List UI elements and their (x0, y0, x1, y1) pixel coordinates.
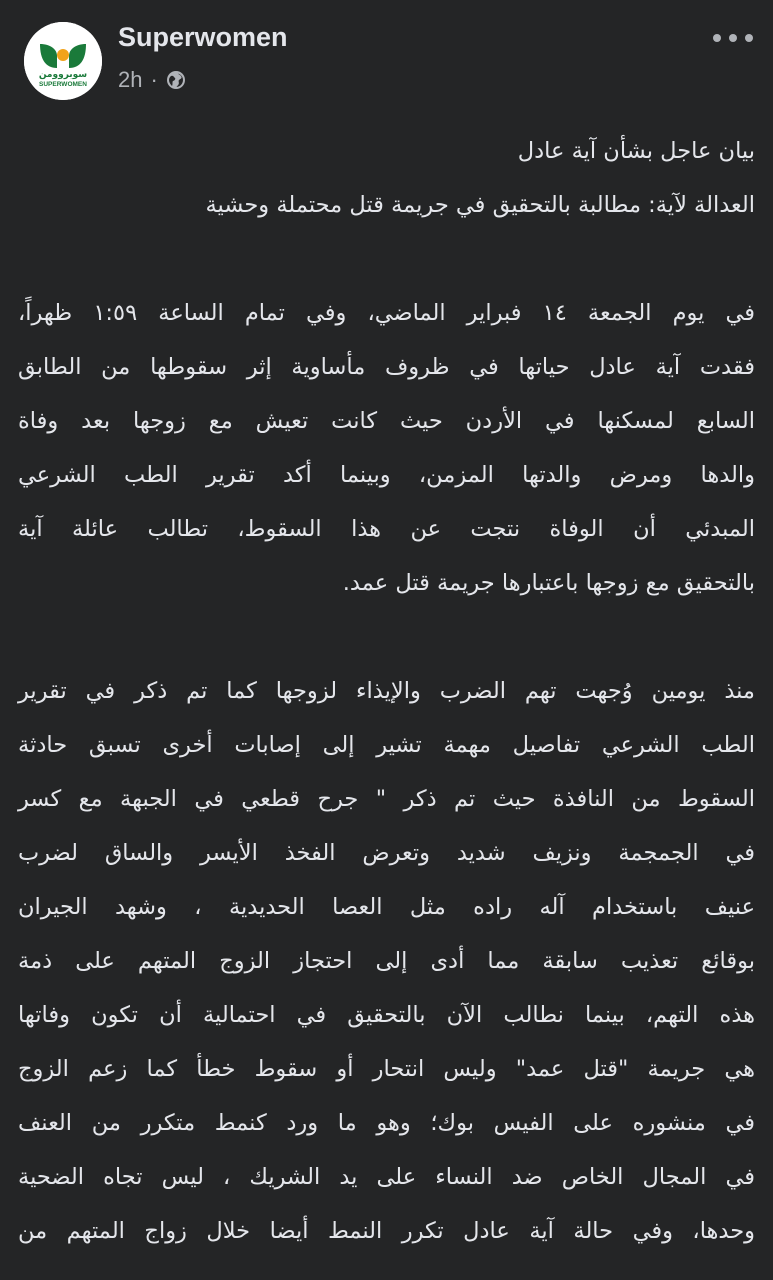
post-line: وحدها، وفي حالة آية عادل تكرر النمط أيضا خلال زواج المتهم من (18, 1218, 755, 1244)
page-name-link[interactable]: Superwomen (118, 22, 288, 52)
page-avatar[interactable] (24, 22, 102, 100)
more-dot-icon (729, 34, 737, 42)
svg-text:SUPERWOMEN: SUPERWOMEN (39, 81, 87, 88)
post-timestamp[interactable]: 2h (118, 67, 143, 92)
post-line: بيان عاجل بشأن آية عادل (517, 138, 755, 164)
more-dot-icon (745, 34, 753, 42)
post-line: بالتحقيق مع زوجها باعتبارها جريمة قتل عمد. (342, 570, 755, 596)
post-line: هي جريمة "قتل عمد" وليس انتحار أو سقوط خطأ كما زعم الزوج (18, 1056, 755, 1082)
paragraph-gap (18, 610, 755, 664)
globe-icon[interactable] (166, 70, 186, 90)
more-options-button[interactable] (713, 26, 753, 50)
post-line: العدالة لآية: مطالبة بالتحقيق في جريمة قتل محتملة وحشية (205, 192, 755, 218)
superwomen-logo-icon (24, 22, 102, 100)
post-line: منذ يومين وُجهت تهم الضرب والإيذاء لزوجها كما تم ذكر في تقرير (18, 678, 755, 704)
post-line: الطب الشرعي تفاصيل مهمة تشير إلى إصابات أخرى تسبق حادثة (18, 732, 755, 758)
post-text (18, 124, 755, 1258)
post-line: عنيف باستخدام آله راده مثل العصا الحديدية ، وشهد الجيران (18, 894, 755, 920)
post-line: في يوم الجمعة ١٤ فبراير الماضي، وفي تمام الساعة ١:٥٩ ظهراً، (18, 300, 755, 326)
post-line: السابع لمسكنها في الأردن حيث كانت تعيش مع زوجها بعد وفاة (18, 408, 755, 434)
post-line: المبدئي أن الوفاة نتجت عن هذا السقوط، تطالب عائلة آية (18, 516, 755, 542)
post-line: فقدت آية عادل حياتها في ظروف مأساوية إثر سقوطها من الطابق (18, 354, 755, 380)
post-line: بوقائع تعذيب سابقة مما أدى إلى احتجاز الزوج المتهم على ذمة (18, 948, 755, 974)
paragraph-gap (18, 232, 755, 286)
post-meta (118, 64, 186, 96)
more-dot-icon (713, 34, 721, 42)
post-line: في الجمجمة ونزيف شديد وتعرض الفخذ الأيسر والساق لضرب (18, 840, 755, 866)
meta-separator: · (150, 67, 158, 92)
post-line: السقوط من النافذة حيث تم ذكر " جرح قطعي في الجبهة مع كسر (18, 786, 755, 812)
post-line: في منشوره على الفيس بوك؛ وهو ما ورد كنمط متكرر من العنف (18, 1110, 755, 1136)
post-line: في المجال الخاص ضد النساء على يد الشريك ، ليس تجاه الضحية (18, 1164, 755, 1190)
svg-text:سوبروومن: سوبروومن (38, 70, 88, 80)
post-line: والدها ومرض والدتها المزمن، وبينما أكد تقرير الطب الشرعي (18, 462, 755, 488)
post-header (0, 0, 773, 110)
post-line: هذه التهم، بينما نطالب الآن بالتحقيق في احتمالية أن تكون وفاتها (18, 1002, 755, 1028)
